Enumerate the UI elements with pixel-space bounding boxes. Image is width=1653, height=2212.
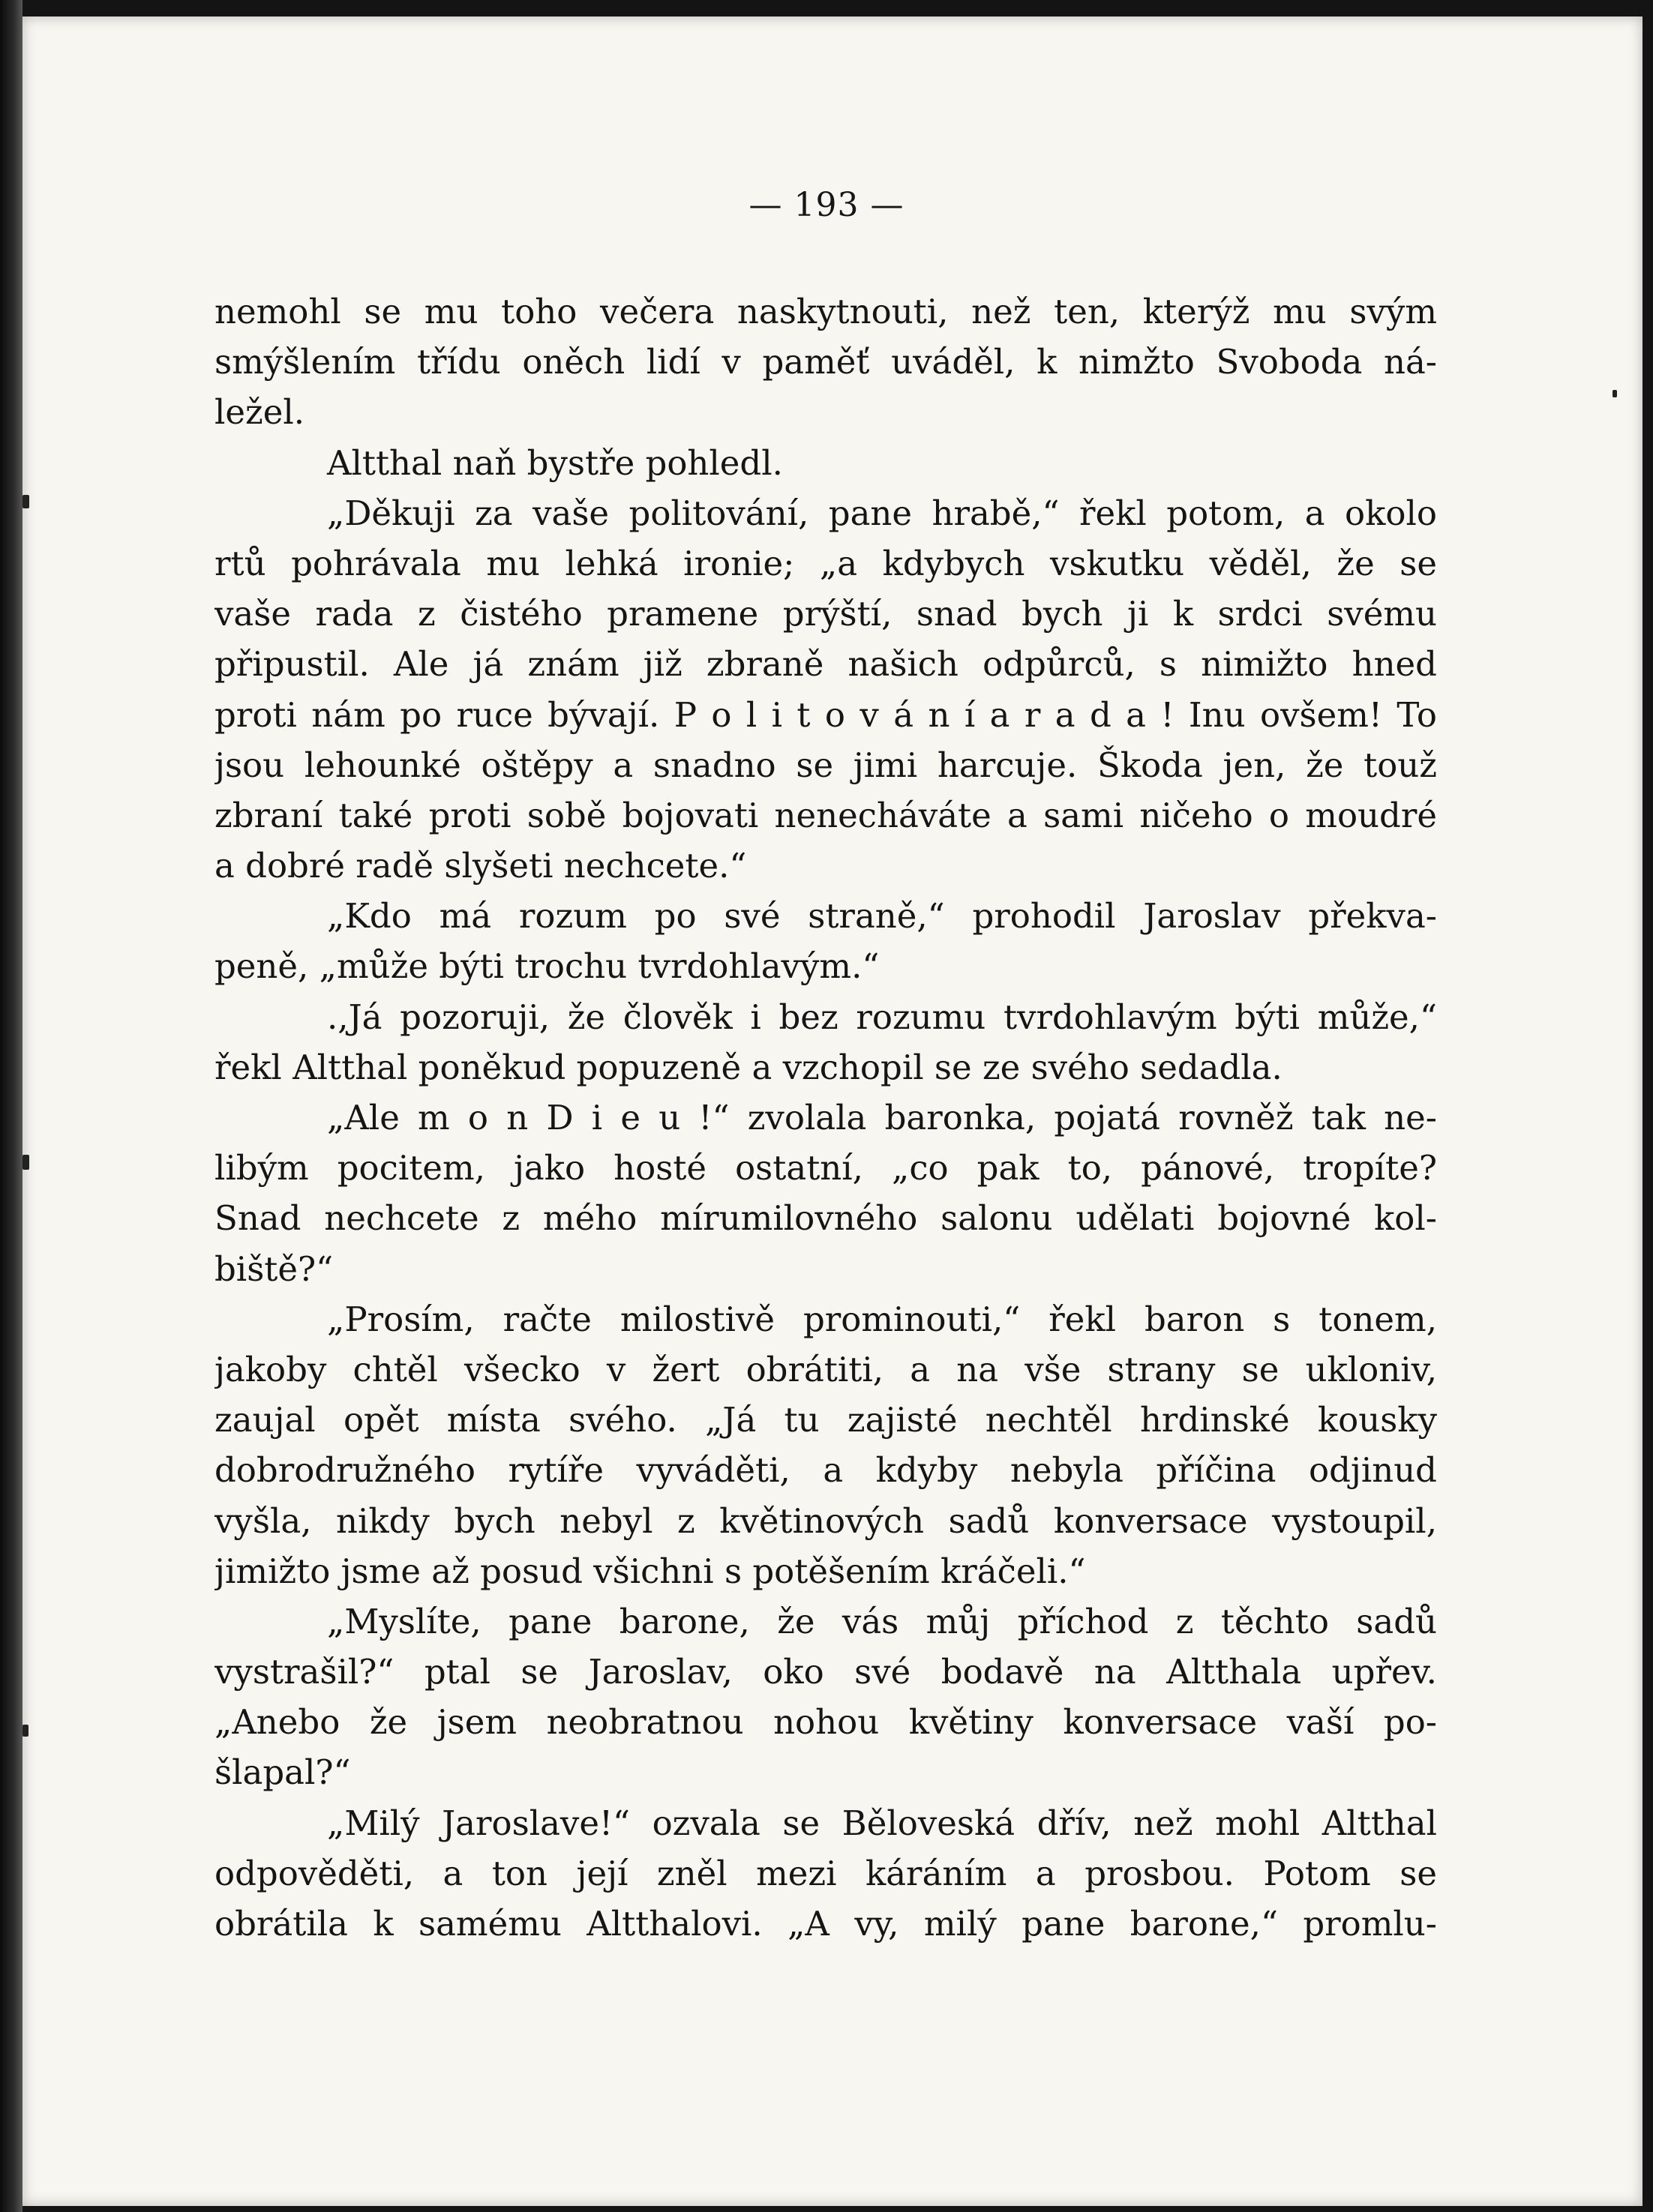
text-line: odpověděti, a ton její zněl mezi káráním a prosbou. Potom se	[214, 1853, 1437, 1893]
body-text	[214, 286, 1437, 1949]
text-line: řekl Altthal poněkud popuzeně a vzchopil se ze svého sedadla.	[214, 1047, 1282, 1087]
text-line: „Ale m o n D i e u !“ zvolala baronka, pojatá rovněž tak ne-	[327, 1098, 1437, 1137]
text-line: vyšla, nikdy bych nebyl z květinových sadů konversace vystoupil,	[214, 1500, 1437, 1541]
text-line: šlapal?“	[214, 1752, 351, 1793]
text-line: jsou lehounké oštěpy a snadno se jimi harcuje. Škoda jen, že touž	[214, 745, 1437, 785]
edge-mark	[22, 1725, 28, 1737]
text-line: vystrašil?“ ptal se Jaroslav, oko své bodavě na Altthala upřev.	[214, 1652, 1437, 1692]
text-line: vaše rada z čistého pramene prýští, snad bych ji k srdci svému	[214, 594, 1437, 634]
edge-mark	[22, 1155, 29, 1170]
text-line: jimižto jsme až posud všichni s potěšením kráčeli.“	[214, 1551, 1086, 1591]
book-spine-edge	[0, 0, 22, 2212]
text-line: peně, „může býti trochu tvrdohlavým.“	[214, 946, 880, 987]
text-line: nemohl se mu toho večera naskytnouti, než ten, kterýž mu svým	[214, 292, 1437, 331]
text-line: „Prosím, račte milostivě prominouti,“ řekl baron s tonem,	[327, 1299, 1437, 1339]
text-line: proti nám po ruce bývají. P o l i t o v á n í a r a d a ! Inu ovšem! To	[214, 694, 1437, 735]
text-line: Snad nechcete z mého mírumilovného salonu udělati bojovné kol-	[214, 1198, 1437, 1239]
text-line: „Myslíte, pane barone, že vás můj příchod z těchto sadů	[327, 1601, 1437, 1641]
text-line: dobrodružného rytíře vyváděti, a kdyby nebyla příčina odjinud	[214, 1450, 1437, 1491]
edge-mark	[22, 495, 29, 508]
text-line: rtů pohrávala mu lehká ironie; „a kdybych vskutku věděl, že se	[214, 543, 1437, 583]
text-line: „Anebo že jsem neobratnou nohou květiny konversace vaší po-	[214, 1702, 1437, 1743]
edge-mark	[1612, 390, 1617, 397]
text-line: obrátila k samému Altthalovi. „A vy, milý pane barone,“ promlu-	[214, 1904, 1437, 1944]
text-line: zaujal opět místa svého. „Já tu zajisté nechtěl hrdinské kousky	[214, 1400, 1437, 1440]
text-line: ležel.	[214, 392, 305, 433]
page-number: — 193 —	[748, 186, 904, 224]
text-line: smýšlením třídu oněch lidí v paměť uváděl, k nimžto Svoboda ná-	[214, 342, 1437, 382]
text-line: .,Já pozoruji, že člověk i bez rozumu tvrdohlavým býti může,“	[327, 997, 1437, 1037]
text-line: „Milý Jaroslave!“ ozvala se Běloveská dřív, než mohl Altthal	[327, 1803, 1437, 1843]
text-line: „Děkuji za vaše politování, pane hrabě,“ řekl potom, a okolo	[327, 493, 1437, 533]
text-line: připustil. Ale já znám již zbraně našich odpůrců, s nimižto hned	[214, 644, 1437, 685]
text-line: a dobré radě slyšeti nechcete.“	[214, 846, 747, 886]
text-line: Altthal naň bystře pohledl.	[327, 442, 783, 483]
text-line: jakoby chtěl všecko v žert obrátiti, a na vše strany se ukloniv,	[214, 1349, 1437, 1389]
text-line: biště?“	[214, 1248, 334, 1289]
text-line: libým pocitem, jako hosté ostatní, „co pak to, pánové, tropíte?	[214, 1148, 1437, 1188]
text-line: „Kdo má rozum po své straně,“ prohodil Jaroslav překva-	[327, 896, 1437, 937]
text-line: zbraní také proti sobě bojovati nenecháváte a sami ničeho o moudré	[214, 795, 1437, 835]
